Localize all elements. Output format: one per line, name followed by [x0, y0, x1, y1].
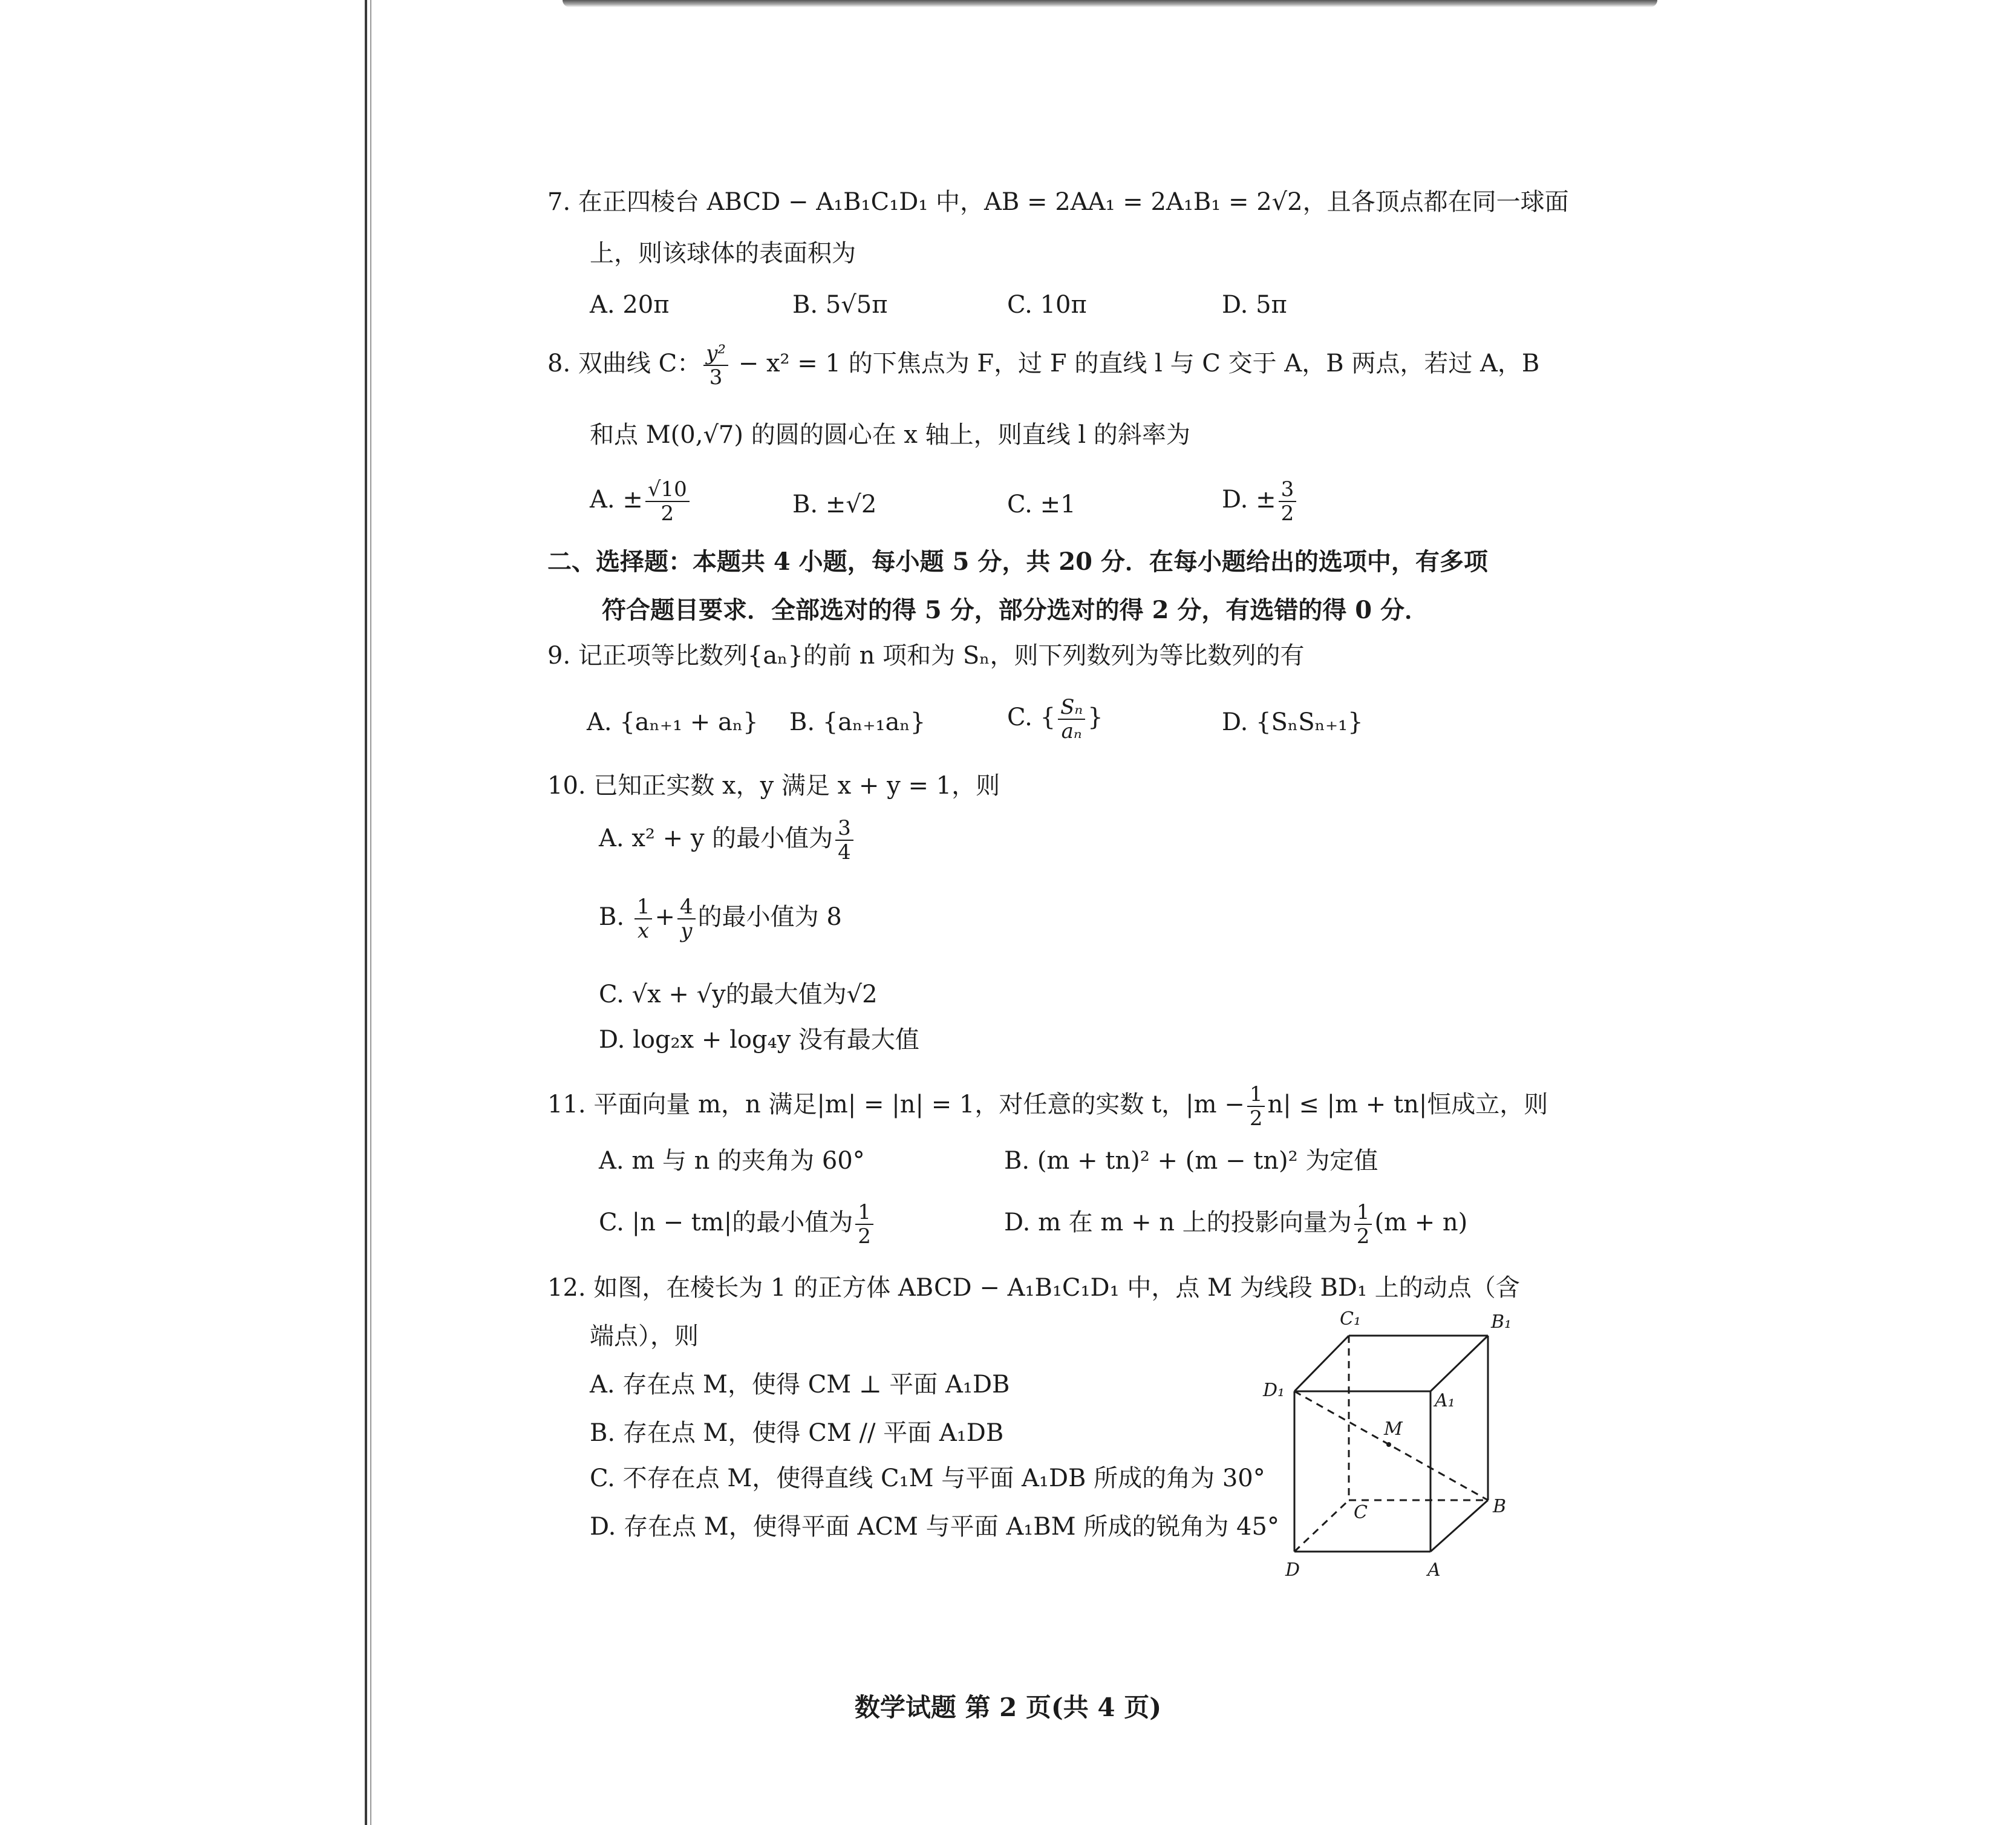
q9-opt-c-frac [1058, 696, 1085, 743]
label-B1: B₁ [1491, 1311, 1512, 1333]
q10-opt-a-pre: A. x² + y 的最小值为 [599, 824, 833, 852]
label-A: A [1427, 1559, 1441, 1581]
q8-opt-d-frac [1279, 478, 1297, 525]
q11-opt-d-bot: 2 [1356, 1224, 1370, 1249]
q7-option-a: A. 20π [590, 291, 670, 319]
q11-option-c [599, 1201, 876, 1248]
q10-opt-b-f2-top: 4 [677, 895, 696, 919]
q8-option-c: C. ±1 [1007, 491, 1076, 518]
q10-option-b [599, 895, 842, 942]
q8-opt-d-bot: 2 [1280, 501, 1294, 526]
q8-option-a [590, 478, 692, 525]
q9-opt-c-top: Sₙ [1058, 696, 1085, 720]
q10-stem: 10. 已知正实数 x，y 满足 x + y = 1，则 [547, 772, 1000, 800]
q10-opt-b-f1-bot: x [638, 919, 650, 943]
q9-opt-c-pre: C. { [1007, 704, 1056, 731]
q8-prefix: 8. 双曲线 C： [547, 350, 702, 377]
q11-opt-c-frac [855, 1201, 873, 1248]
binding-edge [365, 0, 367, 1825]
q11-opt-c-top: 1 [855, 1201, 873, 1225]
q11-stem-bot: 2 [1249, 1106, 1263, 1131]
q12-stem-line2: 端点），则 [590, 1322, 699, 1350]
q12-option-b: B. 存在点 M，使得 CM // 平面 A₁DB [590, 1419, 1004, 1447]
binding-edge-secondary [370, 0, 371, 1825]
q8-option-d [1222, 478, 1299, 525]
q9-option-b: B. {aₙ₊₁aₙ} [789, 708, 926, 736]
q10-option-c: C. √x + √y的最大值为√2 [599, 981, 878, 1008]
q12-option-d: D. 存在点 M，使得平面 ACM 与平面 A₁BM 所成的锐角为 45° [590, 1513, 1279, 1541]
q8-opt-a-frac [645, 478, 690, 525]
point-M [1386, 1442, 1391, 1447]
q8-opt-d-pre: D. ± [1222, 486, 1276, 514]
q9-opt-c-post: } [1088, 704, 1103, 731]
q7-option-b: B. 5√5π [792, 291, 888, 319]
diagonal-BD1 [1294, 1391, 1488, 1500]
q10-opt-a-frac [835, 817, 853, 864]
q11-stem [547, 1083, 1548, 1130]
q10-option-a [599, 817, 856, 864]
q11-opt-c-pre: C. |n − tm|的最小值为 [599, 1209, 853, 1236]
q8-fraction [703, 342, 728, 389]
q8-frac-bot: 3 [709, 365, 723, 390]
q8-opt-d-top: 3 [1279, 478, 1297, 502]
q7-stem-line1: 7. 在正四棱台 ABCD − A₁B₁C₁D₁ 中，AB = 2AA₁ = 2A₁B₁ = 2√2，且各顶点都在同一球面 [547, 188, 1569, 216]
q11-stem-pre: 11. 平面向量 m，n 满足|m| = |n| = 1，对任意的实数 t，|m − [547, 1091, 1245, 1118]
label-B: B [1493, 1496, 1507, 1517]
cube-figure [1246, 1307, 1536, 1579]
q12-option-a: A. 存在点 M，使得 CM ⊥ 平面 A₁DB [590, 1371, 1010, 1399]
q9-opt-c-bot: aₙ [1061, 719, 1082, 743]
q9-option-a: A. {aₙ₊₁ + aₙ} [587, 708, 758, 736]
q10-opt-a-top: 3 [835, 817, 853, 841]
q11-opt-c-bot: 2 [858, 1224, 871, 1249]
label-C: C [1354, 1502, 1368, 1523]
q11-stem-top: 1 [1247, 1083, 1265, 1107]
q8-option-b: B. ±√2 [792, 491, 877, 518]
q11-opt-d-pre: D. m 在 m + n 上的投影向量为 [1004, 1209, 1352, 1236]
q9-option-d: D. {SₙSₙ₊₁} [1222, 708, 1363, 736]
q8-stem-line1 [547, 342, 1539, 389]
section2-heading-line1: 二、选择题：本题共 4 小题，每小题 5 分，共 20 分．在每小题给出的选项中，有多项 [547, 547, 1488, 576]
page-footer: 数学试题 第 2 页(共 4 页) [854, 1693, 1162, 1722]
edge-DC-hidden [1294, 1500, 1349, 1552]
label-A1: A₁ [1435, 1390, 1455, 1411]
q10-opt-b-plus: + [654, 903, 675, 931]
q12-stem-line1: 12. 如图，在棱长为 1 的正方体 ABCD − A₁B₁C₁D₁ 中，点 M 为线段 BD₁ 上的动点（含 [547, 1274, 1520, 1302]
q8-frac-top: y² [703, 342, 728, 366]
q8-rest: − x² = 1 的下焦点为 F，过 F 的直线 l 与 C 交于 A，B 两点，若过 A，B [731, 350, 1540, 377]
q11-option-b: B. (m + tn)² + (m − tn)² 为定值 [1004, 1147, 1378, 1175]
q11-option-d [1004, 1201, 1467, 1248]
q12-option-c: C. 不存在点 M，使得直线 C₁M 与平面 A₁DB 所成的角为 30° [590, 1464, 1265, 1492]
q10-opt-b-f1-top: 1 [634, 895, 653, 919]
q9-option-c [1007, 696, 1103, 743]
scan-shadow [563, 0, 1657, 7]
section2-heading-line2: 符合题目要求．全部选对的得 5 分，部分选对的得 2 分，有选错的得 0 分． [602, 596, 1429, 624]
q8-opt-a-bot: 2 [661, 501, 674, 526]
q8-opt-a-pre: A. ± [590, 486, 643, 514]
q10-opt-b-pre: B. [599, 903, 632, 931]
q10-opt-a-bot: 4 [838, 840, 851, 864]
label-M: M [1384, 1419, 1403, 1440]
q11-stem-frac [1247, 1083, 1265, 1130]
q9-stem: 9. 记正项等比数列{aₙ}的前 n 项和为 Sₙ，则下列数列为等比数列的有 [547, 642, 1305, 670]
q11-opt-d-frac [1354, 1201, 1372, 1248]
q11-opt-d-top: 1 [1354, 1201, 1372, 1225]
q10-opt-b-f2-bot: y [680, 919, 693, 943]
edge-A1B1 [1430, 1336, 1488, 1391]
q8-stem-line2: 和点 M(0,√7) 的圆的圆心在 x 轴上，则直线 l 的斜率为 [590, 421, 1190, 449]
q7-stem-line2: 上，则该球体的表面积为 [590, 240, 856, 267]
q11-option-a: A. m 与 n 的夹角为 60° [599, 1147, 865, 1175]
q10-opt-b-frac2 [677, 895, 696, 942]
label-D: D [1285, 1559, 1300, 1581]
q11-stem-post: n| ≤ |m + tn|恒成立，则 [1267, 1091, 1548, 1118]
q8-opt-a-top: √10 [645, 478, 690, 502]
label-C1: C₁ [1340, 1308, 1361, 1330]
q10-opt-b-post: 的最小值为 8 [697, 903, 842, 931]
edge-D1C1 [1294, 1336, 1349, 1391]
q7-option-d: D. 5π [1222, 291, 1287, 319]
edge-AB [1430, 1500, 1488, 1552]
label-D1: D₁ [1263, 1380, 1285, 1401]
q10-opt-b-frac1 [634, 895, 653, 942]
q10-option-d: D. log₂x + log₄y 没有最大值 [599, 1026, 919, 1054]
q11-opt-d-post: (m + n) [1374, 1209, 1468, 1236]
q7-option-c: C. 10π [1007, 291, 1087, 319]
